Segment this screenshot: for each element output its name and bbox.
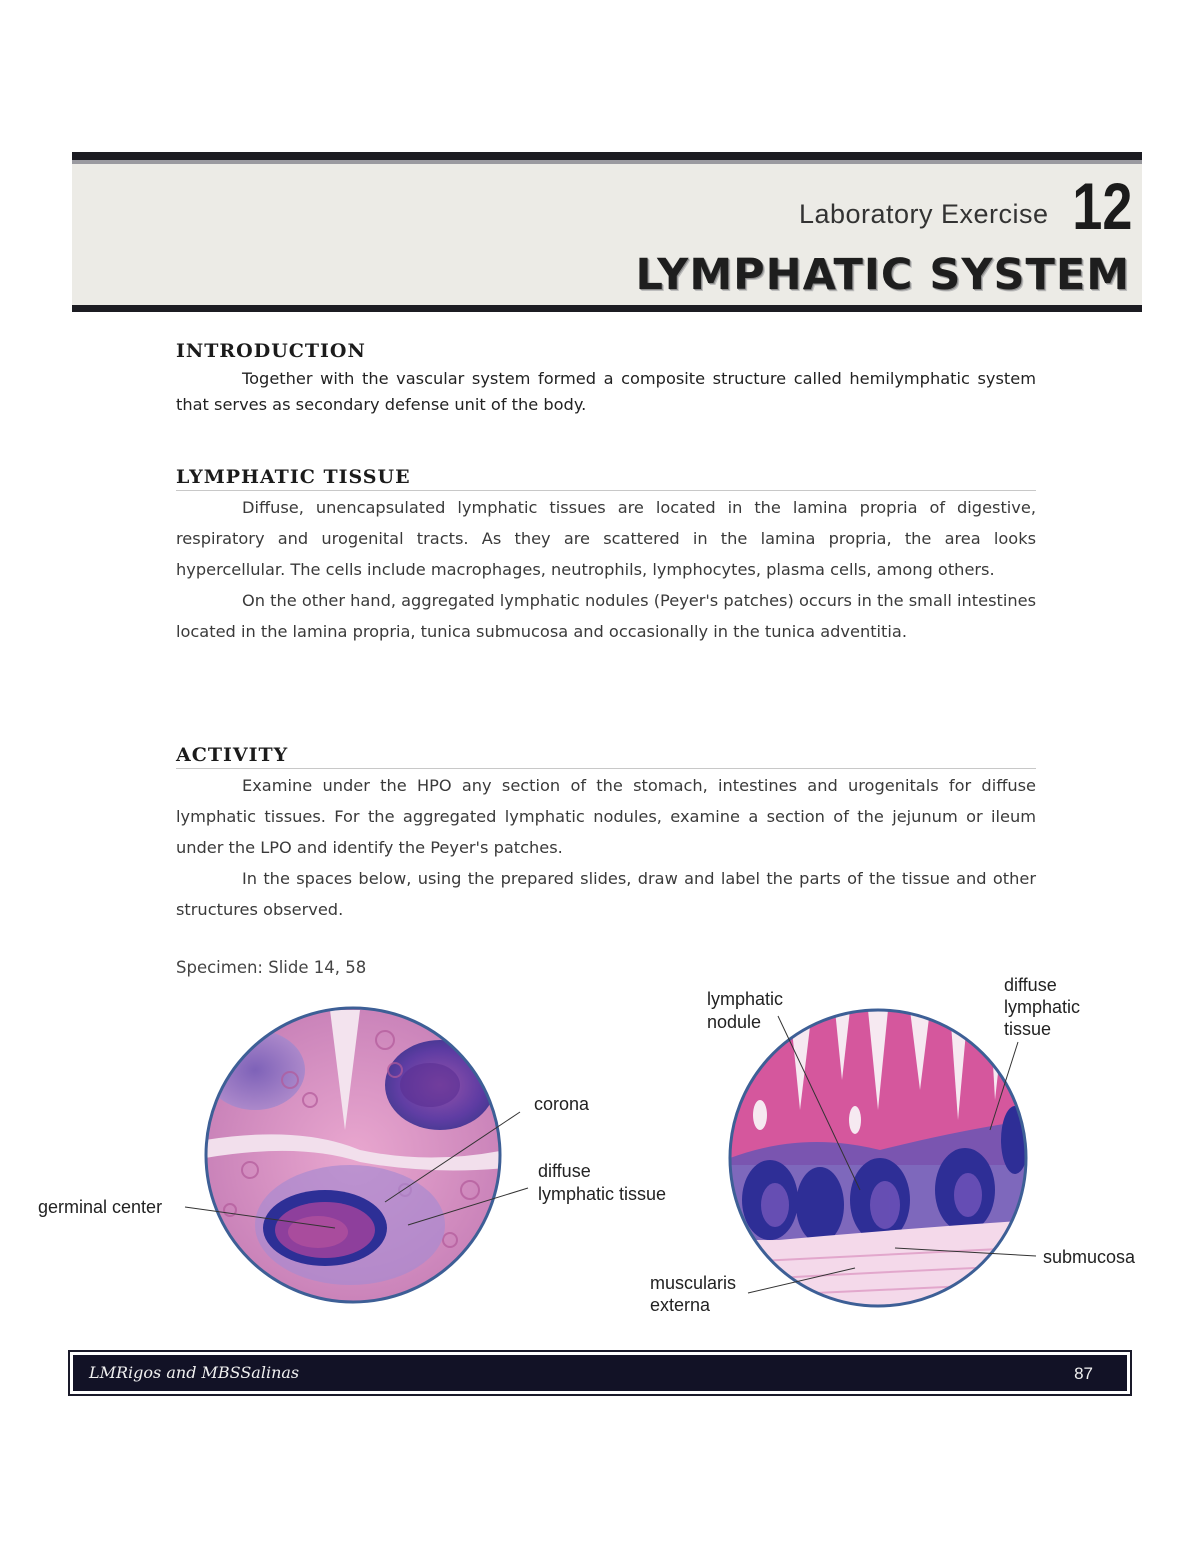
label-germinal-center: germinal center — [38, 1197, 163, 1217]
page-title: LYMPHATIC SYSTEM — [635, 250, 1130, 300]
activity-paragraph-2: In the spaces below, using the prepared slides, draw and label the parts of the tissue and other structures observed. — [176, 869, 1036, 919]
exercise-number: 12 — [1071, 169, 1132, 243]
footer-bar — [73, 1355, 1127, 1391]
label-nodule-line2: nodule — [707, 1012, 762, 1032]
left-micrograph — [200, 1000, 510, 1310]
footer-authors: LMRigos and MBSSalinas — [89, 1363, 300, 1382]
label-muscularis-line1: muscularis — [650, 1273, 737, 1293]
right-micrograph — [725, 1005, 1035, 1320]
label-corona: corona — [534, 1094, 590, 1114]
label-right-diffuse-line3: tissue — [1004, 1019, 1052, 1039]
label-muscularis-line2: externa — [650, 1295, 711, 1315]
lymphatic-tissue-heading: LYMPHATIC TISSUE — [176, 466, 411, 488]
page-number: 87 — [1074, 1364, 1093, 1383]
lymphatic-tissue-paragraph-1: Diffuse, unencapsulated lymphatic tissues are located in the lamina propria of digestive, respiratory and urogenital tracts. As they are scattered in the lamina propria, the area looks hypercellular. The cells include macrophages, neutrophils, lymphocytes, plasma cells, among others. — [176, 498, 1036, 579]
label-diffuse-line1: diffuse — [538, 1161, 591, 1181]
activity-heading: ACTIVITY — [176, 744, 289, 766]
introduction-heading: INTRODUCTION — [176, 340, 366, 362]
label-diffuse-line2: lymphatic tissue — [538, 1184, 667, 1204]
specimen-label: Specimen: Slide 14, 58 — [176, 958, 367, 977]
label-nodule-line1: lymphatic — [707, 989, 784, 1009]
page-footer — [68, 1350, 1132, 1396]
activity-paragraph-1: Examine under the HPO any section of the stomach, intestines and urogenitals for diffuse lymphatic tissues. For the aggregated lymphatic nodules, examine a section of the jejunum or ileum under the LPO and identify the Peyer's patches. — [176, 776, 1036, 857]
label-right-diffuse-line2: lymphatic — [1004, 997, 1081, 1017]
label-submucosa: submucosa — [1043, 1247, 1136, 1267]
label-right-diffuse-line1: diffuse — [1004, 975, 1057, 995]
introduction-paragraph: Together with the vascular system formed a composite structure called hemilymphatic system that serves as secondary defense unit of the body. — [176, 369, 1036, 414]
lymphatic-tissue-paragraph-2: On the other hand, aggregated lymphatic nodules (Peyer's patches) occurs in the small intestines located in the lamina propria, tunica submucosa and occasionally in the tunica adventitia. — [176, 591, 1037, 641]
lab-exercise-label: Laboratory Exercise — [798, 199, 1049, 229]
